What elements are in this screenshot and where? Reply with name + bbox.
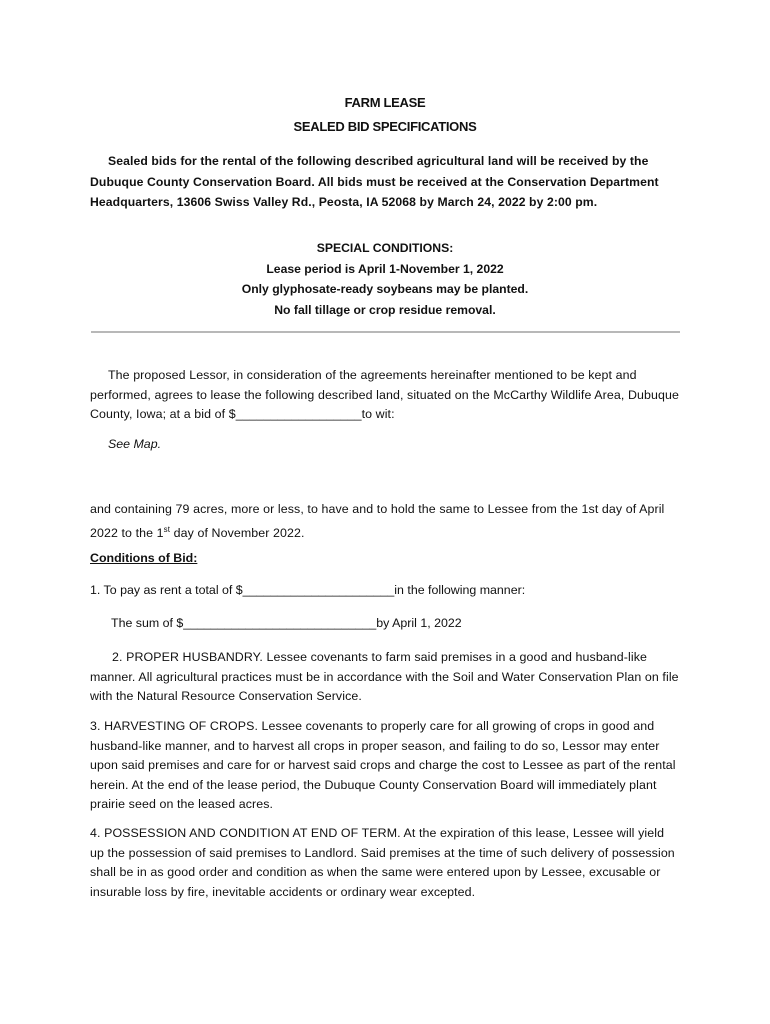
special-conditions bbox=[0, 238, 770, 320]
condition-item-2 bbox=[90, 648, 680, 707]
see-map-note: See Map. bbox=[108, 437, 162, 451]
document-title: FARM LEASE bbox=[344, 95, 426, 110]
condition-item-1: 1. To pay as rent a total of $______________________in the following manner: bbox=[90, 583, 526, 597]
acreage-paragraph bbox=[90, 500, 680, 543]
sum-of-line: The sum of $____________________________by April 1, 2022 bbox=[111, 616, 462, 630]
horizontal-divider bbox=[91, 331, 680, 333]
intro-paragraph bbox=[90, 151, 680, 213]
condition-item-4: 4. POSSESSION AND CONDITION AT END OF TERM. At the expiration of this lease, Lessee will yield up the possession of said premises to Landlord. Said premises at the time of such delivery of possession shall be in as good order and condition as when the same were entered upon by Lessee, excusable or insurable loss by fire, inevitable accidents or ordinary wear excepted. bbox=[90, 826, 675, 899]
conditions-of-bid-heading: Conditions of Bid: bbox=[90, 551, 198, 565]
ordinal-suffix: st bbox=[163, 524, 171, 534]
document-subtitle: SEALED BID SPECIFICATIONS bbox=[293, 119, 477, 134]
intro-text: Sealed bids for the rental of the following described agricultural land will be received by the Dubuque County Conservation Board. All bids must be received at the Conservation Department Headquarters, 13606 Swiss Valley Rd., Peosta, IA 52068 by March 24, 2022 by 2:00 pm. bbox=[90, 154, 659, 209]
acreage-text-end: day of November 2022. bbox=[170, 525, 305, 540]
acreage-text-start: and containing 79 acres, more or less, to have and to hold the same to Lessee from the 1st day of April 2022 to the 1 bbox=[90, 502, 665, 540]
special-condition-3: No fall tillage or crop residue removal. bbox=[274, 302, 496, 317]
lease-paragraph-text: The proposed Lessor, in consideration of the agreements hereinafter mentioned to be kept and performed, agrees to lease the following described land, situated on the McCarthy Wildlife Area, Dubuque County, Iowa; at a bid of $__________________to wit: bbox=[90, 368, 679, 421]
condition-item-3: 3. HARVESTING OF CROPS. Lessee covenants to properly care for all growing of crops in good and husband-like manner, and to harvest all crops in proper season, and failing to do so, Lessor may enter upon said premises and care for or harvest said crops and charge the cost to Lessee as part of the rental herein. At the end of the lease period, the Dubuque County Conservation Board will immediately plant prairie seed on the leased acres. bbox=[90, 719, 676, 811]
special-condition-2: Only glyphosate-ready soybeans may be planted. bbox=[241, 282, 529, 296]
special-condition-1: Lease period is April 1-November 1, 2022 bbox=[266, 261, 504, 276]
special-conditions-heading: SPECIAL CONDITIONS: bbox=[316, 241, 454, 255]
lease-paragraph bbox=[90, 366, 680, 425]
condition-item-2-text: 2. PROPER HUSBANDRY. Lessee covenants to farm said premises in a good and husband-like manner. All agricultural practices must be in accordance with the Soil and Water Conservation Plan on file with the Natural Resource Conservation Service. bbox=[90, 650, 679, 703]
